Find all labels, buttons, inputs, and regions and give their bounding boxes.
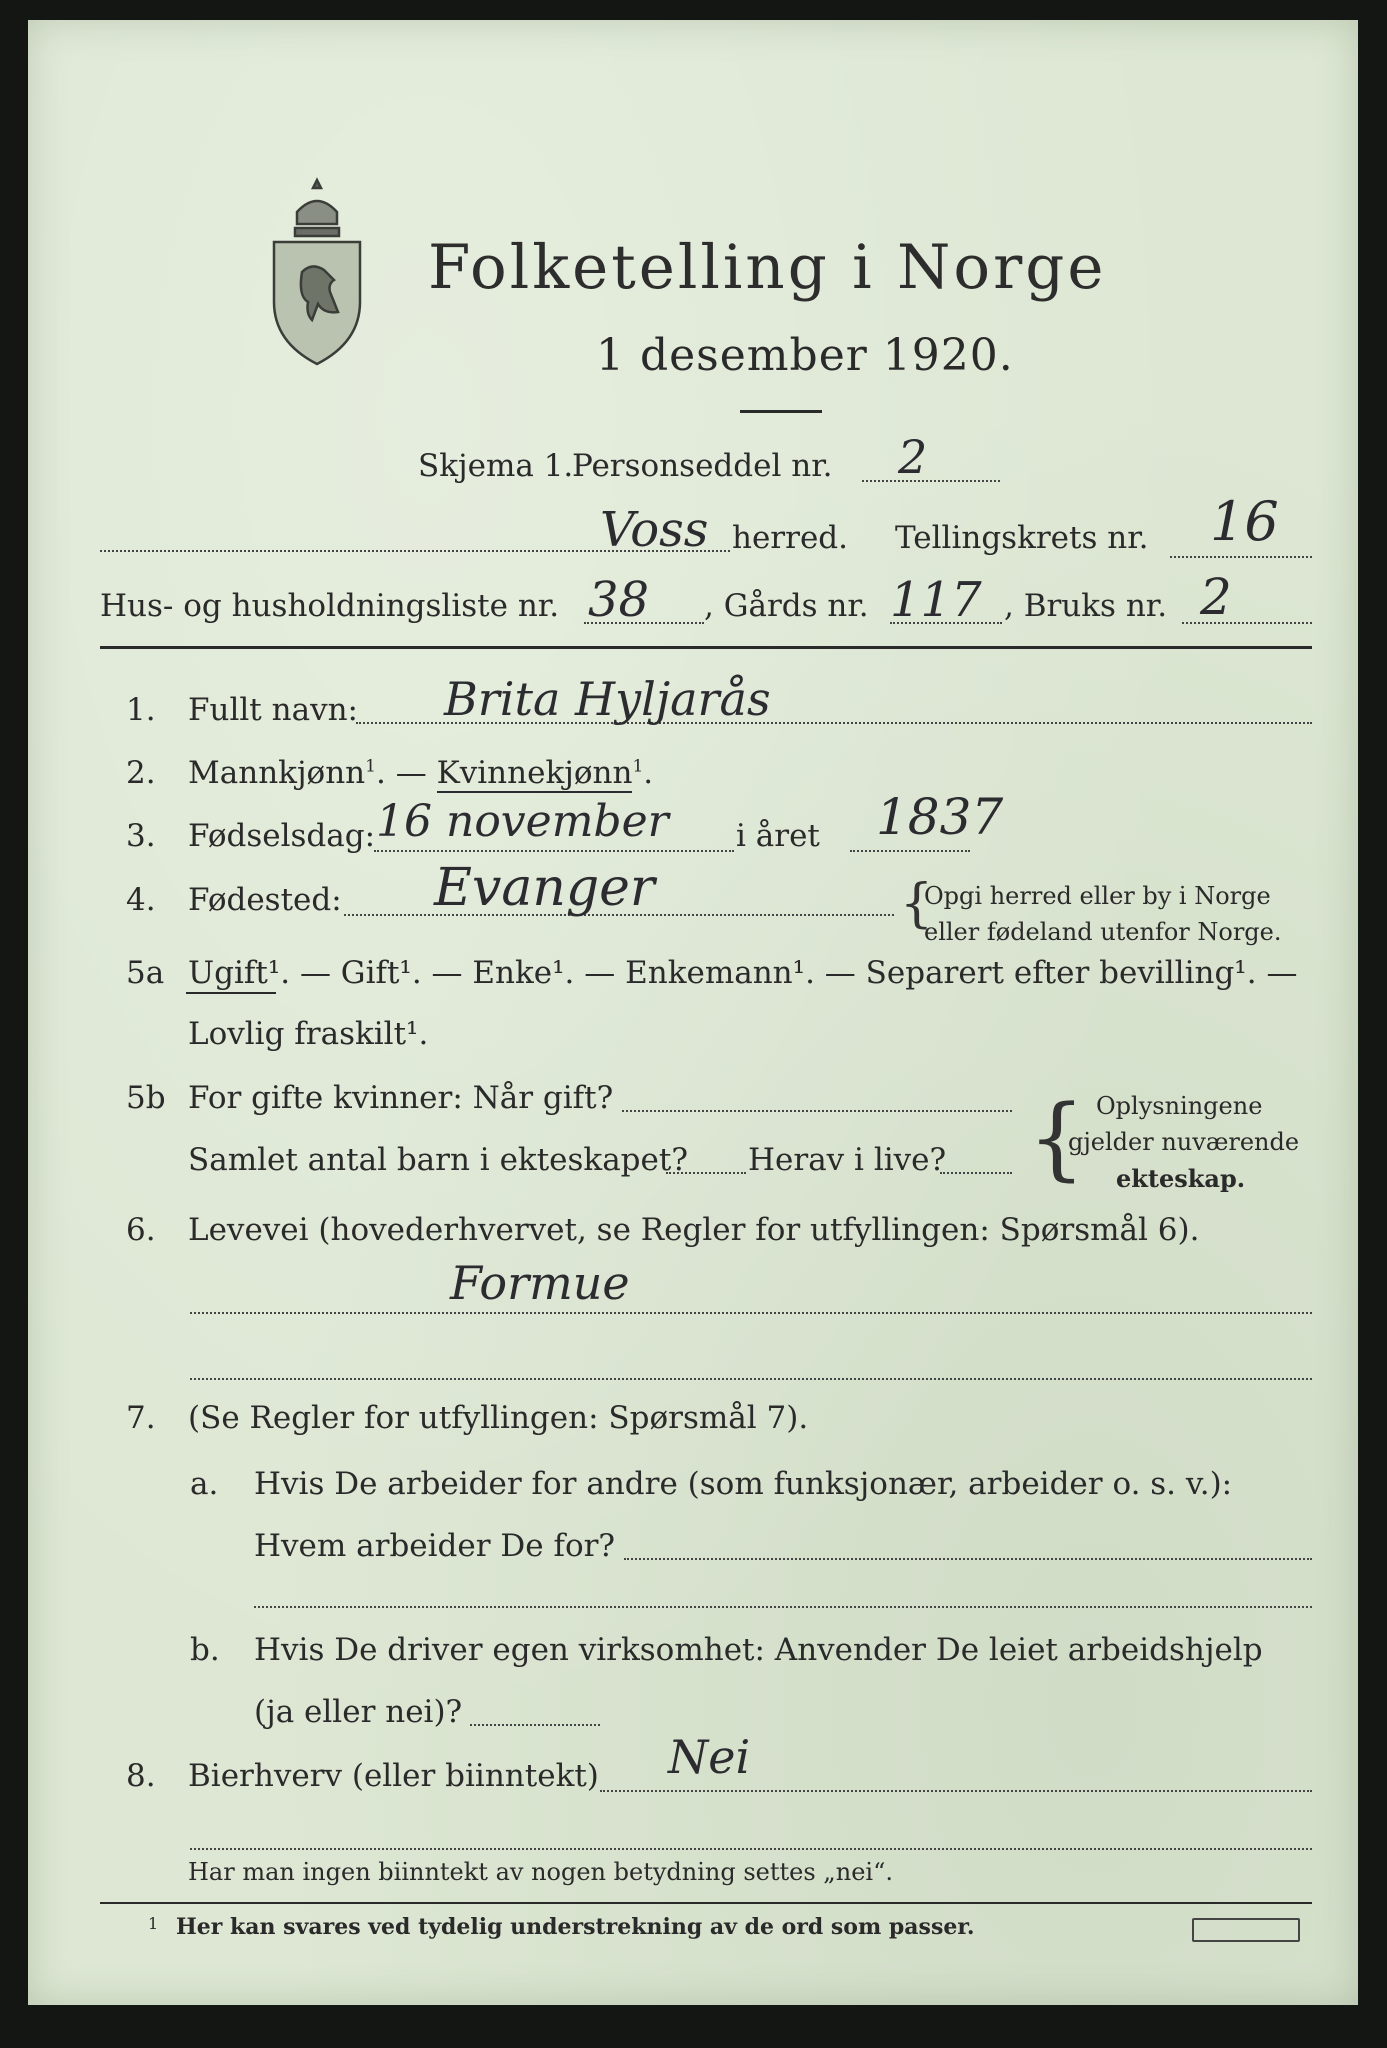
q1-number: 1. bbox=[126, 692, 156, 728]
norwegian-coat-of-arms-icon bbox=[262, 172, 372, 372]
q5b-note-line1: Oplysningene bbox=[1096, 1092, 1263, 1120]
printer-stamp bbox=[1192, 1918, 1300, 1942]
skjema-label: Skjema 1. bbox=[418, 448, 574, 484]
q1-label: Fullt navn: bbox=[188, 692, 358, 728]
q4-note-line2: eller fødeland utenfor Norge. bbox=[924, 918, 1282, 946]
q8-secondary-income-value[interactable]: Nei bbox=[668, 1730, 751, 1784]
footer-divider bbox=[100, 1902, 1312, 1904]
q2-kvinnekjonn[interactable]: Kvinnekjønn bbox=[436, 755, 633, 791]
q7a-employer-label: Hvem arbeider De for? bbox=[254, 1528, 616, 1564]
q4-brace: { bbox=[900, 874, 934, 934]
q5a-number: 5a bbox=[126, 955, 165, 991]
census-date: 1 desember 1920. bbox=[596, 330, 1014, 381]
q5a-line2[interactable]: Lovlig fraskilt¹. bbox=[188, 1016, 429, 1052]
q5b-when-married: For gifte kvinner: Når gift? bbox=[188, 1080, 614, 1116]
q2-gender-options: Mannkjønn$^1$. — Kvinnekjønn$^1$. bbox=[188, 755, 654, 791]
q6-number: 6. bbox=[126, 1212, 156, 1248]
q8-label: Bierhverv (eller biinntekt) bbox=[188, 1758, 599, 1794]
herred-value[interactable]: Voss bbox=[600, 502, 709, 558]
q7a-line1: Hvis De arbeider for andre (som funksjonær, arbeider o. s. v.): bbox=[254, 1466, 1233, 1502]
q5b-brace: { bbox=[1028, 1086, 1086, 1191]
q7a-letter: a. bbox=[190, 1466, 219, 1502]
footer-note: Har man ingen biinntekt av nogen betydning settes „nei“. bbox=[188, 1858, 893, 1886]
q7b-letter: b. bbox=[190, 1632, 220, 1668]
q3-birthday-value[interactable]: 16 november bbox=[376, 796, 669, 847]
form-title: Folketelling i Norge bbox=[428, 232, 1107, 303]
q4-birthplace-value[interactable]: Evanger bbox=[434, 858, 655, 918]
title-divider bbox=[740, 410, 822, 413]
q4-number: 4. bbox=[126, 882, 156, 918]
footnote-mark: 1 bbox=[148, 1914, 159, 1933]
header-divider bbox=[100, 646, 1312, 649]
q6-label: Levevei (hovederhvervet, se Regler for utfyllingen: Spørsmål 6). bbox=[188, 1212, 1200, 1248]
q4-label: Fødested: bbox=[188, 882, 342, 918]
q7b-line1: Hvis De driver egen virksomhet: Anvender De leiet arbeidshjelp bbox=[254, 1632, 1263, 1668]
q5b-number: 5b bbox=[126, 1080, 166, 1116]
q1-full-name-value[interactable]: Brita Hyljarås bbox=[444, 672, 771, 726]
q8-number: 8. bbox=[126, 1758, 156, 1794]
q7b-line2: (ja eller nei)? bbox=[254, 1694, 463, 1730]
husholdningsliste-value[interactable]: 38 bbox=[588, 572, 650, 628]
q7a-employer-field[interactable] bbox=[624, 1558, 1312, 1560]
q3-year-label: i året bbox=[736, 818, 820, 854]
q3-year-value[interactable]: 1837 bbox=[876, 788, 1004, 846]
q7-number: 7. bbox=[126, 1400, 156, 1436]
q5b-children-total: Samlet antal barn i ekteskapet? bbox=[188, 1142, 688, 1178]
personseddel-value[interactable]: 2 bbox=[898, 430, 928, 484]
tellingskrets-value[interactable]: 16 bbox=[1210, 490, 1279, 553]
personseddel-label: Personseddel nr. bbox=[572, 448, 833, 484]
census-form-page bbox=[28, 20, 1358, 2005]
ugift-underline bbox=[186, 992, 276, 994]
q2-mannkjonn[interactable]: Mannkjønn bbox=[188, 755, 366, 791]
gards-value[interactable]: 117 bbox=[890, 572, 982, 628]
q7-label: (Se Regler for utfyllingen: Spørsmål 7). bbox=[188, 1400, 809, 1436]
bruks-label: , Bruks nr. bbox=[1004, 588, 1168, 624]
q5b-note-line3: ekteskap. bbox=[1116, 1164, 1246, 1193]
footnote-text: Her kan svares ved tydelig understrekning av de ord som passer. bbox=[176, 1914, 975, 1940]
q5b-children-alive: Herav i live? bbox=[748, 1142, 947, 1178]
q5b-note-line2: gjelder nuværende bbox=[1068, 1128, 1300, 1156]
q7b-field[interactable] bbox=[470, 1724, 600, 1726]
q2-number: 2. bbox=[126, 755, 156, 791]
q3-label: Fødselsdag: bbox=[188, 818, 376, 854]
q3-number: 3. bbox=[126, 818, 156, 854]
q6-occupation-value[interactable]: Formue bbox=[450, 1256, 630, 1310]
tellingskrets-label: Tellingskrets nr. bbox=[895, 520, 1149, 556]
gards-label: , Gårds nr. bbox=[704, 588, 869, 624]
q4-note-line1: Opgi herred eller by i Norge bbox=[924, 882, 1271, 910]
bruks-value[interactable]: 2 bbox=[1200, 568, 1232, 626]
q5a-marital-options[interactable]: Ugift¹. — Gift¹. — Enke¹. — Enkemann¹. — Separert efter bevilling¹. — bbox=[188, 955, 1298, 991]
q2-dash: — bbox=[395, 755, 427, 791]
husholdningsliste-label: Hus- og husholdningsliste nr. bbox=[100, 588, 560, 624]
herred-label: herred. bbox=[732, 520, 848, 556]
